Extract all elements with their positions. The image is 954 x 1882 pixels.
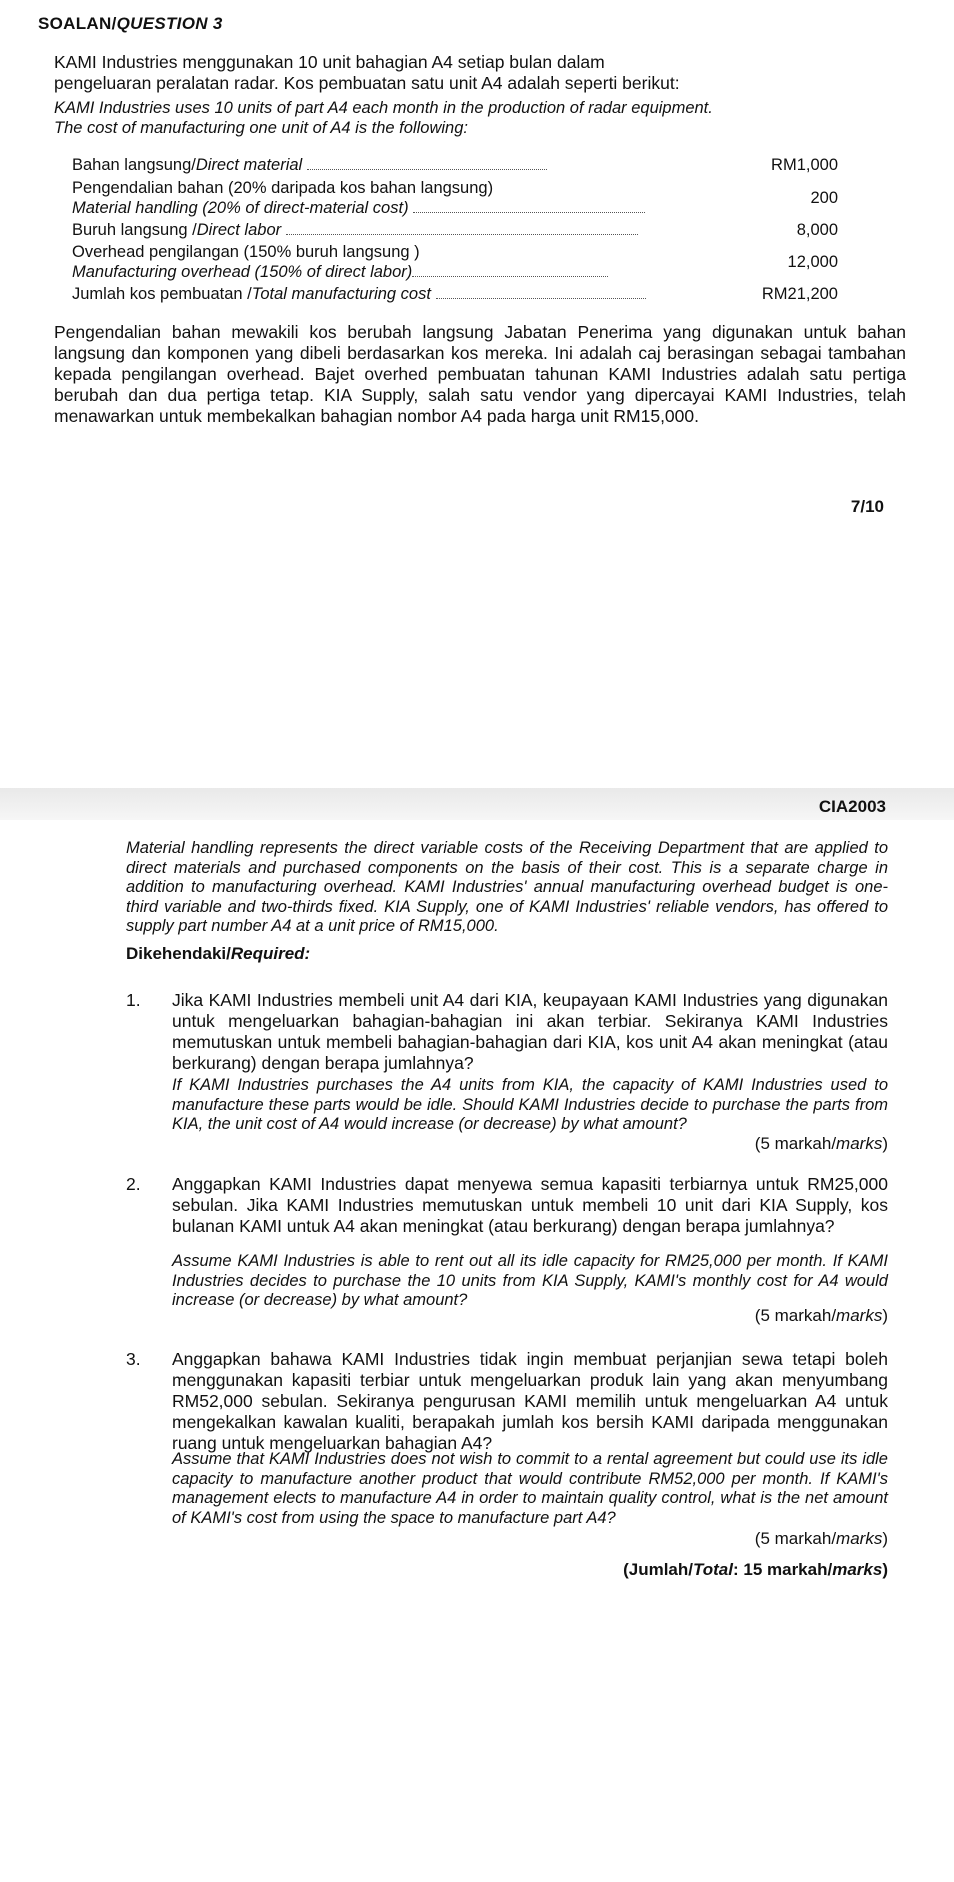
cost-label <box>72 284 646 304</box>
cost-row-overhead <box>72 242 838 286</box>
cost-label-en: Direct labor <box>196 221 282 239</box>
question-3-en: Assume that KAMI Industries does not wish to commit to a rental agreement but could use its idle capacity to manufacture another product that would contribute RM52,000 per month. If KAMI's management elects to manufacture A4 in order to maintain quality control, what is the net amount of KAMI's cost from using the space to manufacture part A4? <box>172 1450 888 1527</box>
marks-close: ) <box>882 1134 888 1153</box>
cost-label-bm: Pengendalian bahan (20% daripada kos bahan langsung) <box>72 179 494 197</box>
cost-label <box>72 198 645 218</box>
cost-label <box>72 155 547 175</box>
course-code: CIA2003 <box>818 797 886 816</box>
cost-amount: 200 <box>810 189 838 207</box>
question-number: 3. <box>126 1349 141 1369</box>
leader-dots <box>286 221 638 235</box>
cost-label-en: Direct material <box>195 156 303 174</box>
question-1-bm: Jika KAMI Industries membeli unit A4 dari KIA, keupayaan KAMI Industries yang digunakan untuk mengeluarkan bahagian-bahagian ini akan terbiar. Sekiranya KAMI Industries memutuskan untuk membeli bahagian-bahagian dari KIA, kos unit A4 akan meningkat (atau berkurang) dengan berapa jumlahnya? <box>172 990 888 1073</box>
page-gap <box>0 788 954 820</box>
total-close: ) <box>882 1560 888 1579</box>
question-1-en: If KAMI Industries purchases the A4 units from KIA, the capacity of KAMI Industries used to manufacture these parts would be idle. Should KAMI Industries decide to purchase the parts from KIA, the unit cost of A4 would increase (or decrease) by what amount? <box>172 1076 888 1133</box>
cost-label-en: Total manufacturing cost <box>251 285 431 303</box>
cost-row-total <box>72 284 838 306</box>
leader-dots <box>436 285 646 299</box>
intro-en: KAMI Industries uses 10 units of part A4 each month in the production of radar equipment. The cost of manufacturing one unit of A4 is the following: <box>54 99 713 137</box>
cost-label-bm: Overhead pengilangan (150% buruh langsung ) <box>72 243 420 261</box>
question-number: 2. <box>126 1174 141 1194</box>
total-bm: (Jumlah/ <box>623 1560 693 1579</box>
required-heading-bm: Dikehendaki/ <box>126 944 231 963</box>
cost-row-direct-material <box>72 155 838 177</box>
marks-en: marks <box>836 1306 883 1325</box>
leader-dots <box>412 263 608 277</box>
question-3-marks <box>755 1529 888 1549</box>
cost-label <box>72 220 638 240</box>
total-en: Total <box>693 1560 733 1579</box>
question-2-en: Assume KAMI Industries is able to rent out all its idle capacity for RM25,000 per month. If KAMI Industries decides to purchase the 10 units from KIA Supply, KAMI's monthly cost for A4 would increase (or decrease) by what amount? <box>172 1252 888 1309</box>
cost-amount: 8,000 <box>796 221 838 239</box>
page-number: 7/10 <box>850 497 884 516</box>
cost-amount: RM1,000 <box>771 156 838 174</box>
leader-dots <box>413 199 645 213</box>
total-marks-en: marks <box>832 1560 883 1579</box>
marks-bm: (5 markah/ <box>754 1306 837 1325</box>
required-heading-en: Required: <box>230 944 311 963</box>
required-heading <box>126 944 310 964</box>
marks-bm: (5 markah/ <box>754 1134 837 1153</box>
exam-page-8 <box>0 797 954 1882</box>
cost-row-material-handling <box>72 178 838 222</box>
cost-label <box>72 262 608 282</box>
marks-en: marks <box>836 1529 883 1548</box>
question-number: 1. <box>126 990 141 1010</box>
question-title <box>38 14 223 34</box>
cost-label-en: Material handling (20% of direct-material cost) <box>72 199 409 217</box>
total-marks <box>623 1560 888 1580</box>
cost-row-direct-labor <box>72 220 838 242</box>
cost-label-bm: Jumlah kos pembuatan / <box>72 285 252 303</box>
cost-label-en: Manufacturing overhead (150% of direct labor) <box>72 263 413 281</box>
marks-close: ) <box>882 1306 888 1325</box>
cost-label-bm: Bahan langsung/ <box>72 156 196 174</box>
total-rest: : 15 markah/ <box>732 1560 833 1579</box>
marks-bm: (5 markah/ <box>754 1529 837 1548</box>
question-title-en: QUESTION 3 <box>116 14 223 33</box>
exam-page-7 <box>0 0 954 788</box>
question-1-marks <box>755 1134 888 1154</box>
cost-amount: RM21,200 <box>761 285 838 303</box>
marks-close: ) <box>882 1529 888 1548</box>
question-2-marks <box>755 1306 888 1326</box>
question-3-bm: Anggapkan bahawa KAMI Industries tidak ingin membuat perjanjian sewa tetapi boleh menggunakan kapasiti terbiar untuk mengeluarkan produk lain yang akan menyumbang RM52,000 sebulan. Sekiranya pengurusan KAMI memilih untuk mengeluarkan A4 untuk mengekalkan kawalan kualiti, berapakah jumlah kos bersih KAMI daripada menggunakan ruang untuk mengeluarkan bahagian A4? <box>172 1349 888 1453</box>
leader-dots <box>307 156 547 170</box>
cost-label-bm: Buruh langsung / <box>72 221 197 239</box>
intro-bm: KAMI Industries menggunakan 10 unit bahagian A4 setiap bulan dalam pengeluaran peralatan radar. Kos pembuatan satu unit A4 adalah seperti berikut: <box>54 52 680 93</box>
marks-en: marks <box>836 1134 883 1153</box>
question-2-bm: Anggapkan KAMI Industries dapat menyewa semua kapasiti terbiarnya untuk RM25,000 sebulan. Jika KAMI Industries memutuskan untuk membeli 10 unit dari KIA Supply, kos bulanan KAMI untuk A4 akan meningkat (atau berkurang) dengan berapa jumlahnya? <box>172 1174 888 1236</box>
question-title-bm: SOALAN/ <box>38 14 117 33</box>
paragraph-en: Material handling represents the direct variable costs of the Receiving Department that are applied to direct materials and purchased components on the basis of their cost. This is a separate charge in addition to manufacturing overhead. KAMI Industries' annual manufacturing overhead budget is one-third variable and two-thirds fixed. KIA Supply, one of KAMI Industries' reliable vendors, has offered to supply part number A4 at a unit price of RM15,000. <box>126 839 888 935</box>
cost-amount: 12,000 <box>787 253 838 271</box>
paragraph-bm: Pengendalian bahan mewakili kos berubah langsung Jabatan Penerima yang digunakan untuk bahan langsung dan komponen yang dibeli berdasarkan kos mereka. Ini adalah caj berasingan sebagai tambahan kepada pengilangan overhead. Bajet overhed pembuatan tahunan KAMI Industries adalah satu pertiga berubah dan dua pertiga tetap. KIA Supply, salah satu vendor yang dipercayai KAMI Industries, telah menawarkan untuk membekalkan bahagian nombor A4 pada harga unit RM15,000. <box>54 322 906 426</box>
